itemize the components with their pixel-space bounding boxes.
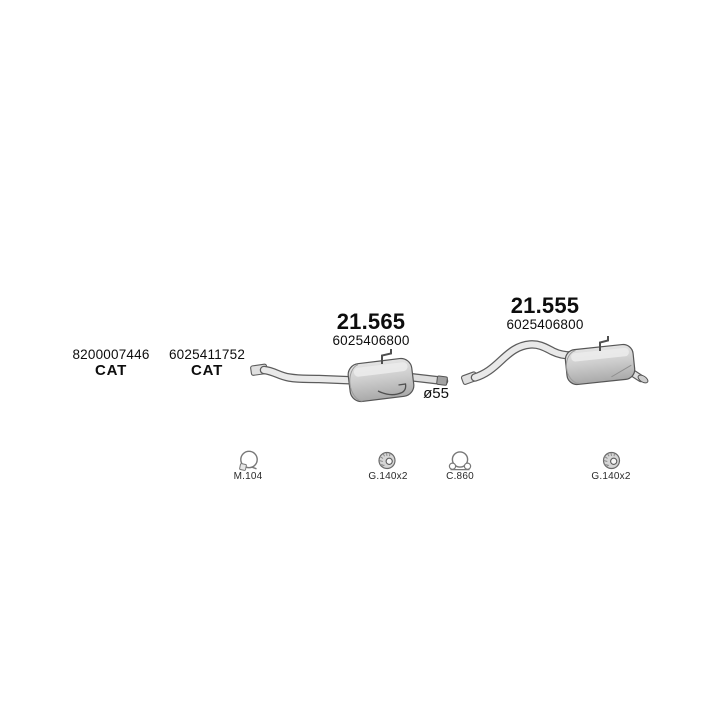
assembly-label-21555	[506, 295, 583, 332]
rubber-mount-icon-2	[604, 453, 620, 469]
assembly-part-number: 6025406800	[332, 333, 410, 348]
hardware-label-rubber-mount: G.140x2	[368, 471, 408, 482]
hardware-label-rubber-mount-2: G.140x2	[591, 471, 631, 482]
cat-part-number: 6025411752	[168, 347, 246, 362]
rear-silencer-drawing	[461, 336, 649, 385]
assembly-part-number: 6025406800	[506, 317, 584, 332]
cat-part-type: CAT	[190, 362, 224, 379]
hardware-label-ear-clamp: C.860	[446, 471, 474, 482]
center-silencer-body	[347, 357, 415, 403]
rubber-mount-icon	[379, 453, 395, 469]
assembly-code: 21.555	[510, 293, 580, 318]
cat-part-label-2	[169, 348, 245, 379]
assembly-code: 21.565	[336, 309, 406, 334]
pipe-diameter-note: ø55	[423, 385, 449, 402]
center-outlet-tip	[437, 376, 448, 386]
hardware-label-clamp: M.104	[233, 471, 263, 482]
rear-tail-tip	[637, 373, 649, 384]
ear-clamp-icon	[449, 452, 470, 470]
cat-part-number: 8200007446	[72, 347, 150, 362]
cat-part-type: CAT	[94, 362, 128, 379]
center-silencer-drawing	[250, 349, 447, 403]
clamp-icon	[239, 451, 257, 470]
assembly-label-21565	[332, 311, 409, 348]
cat-part-label-1	[72, 348, 149, 379]
